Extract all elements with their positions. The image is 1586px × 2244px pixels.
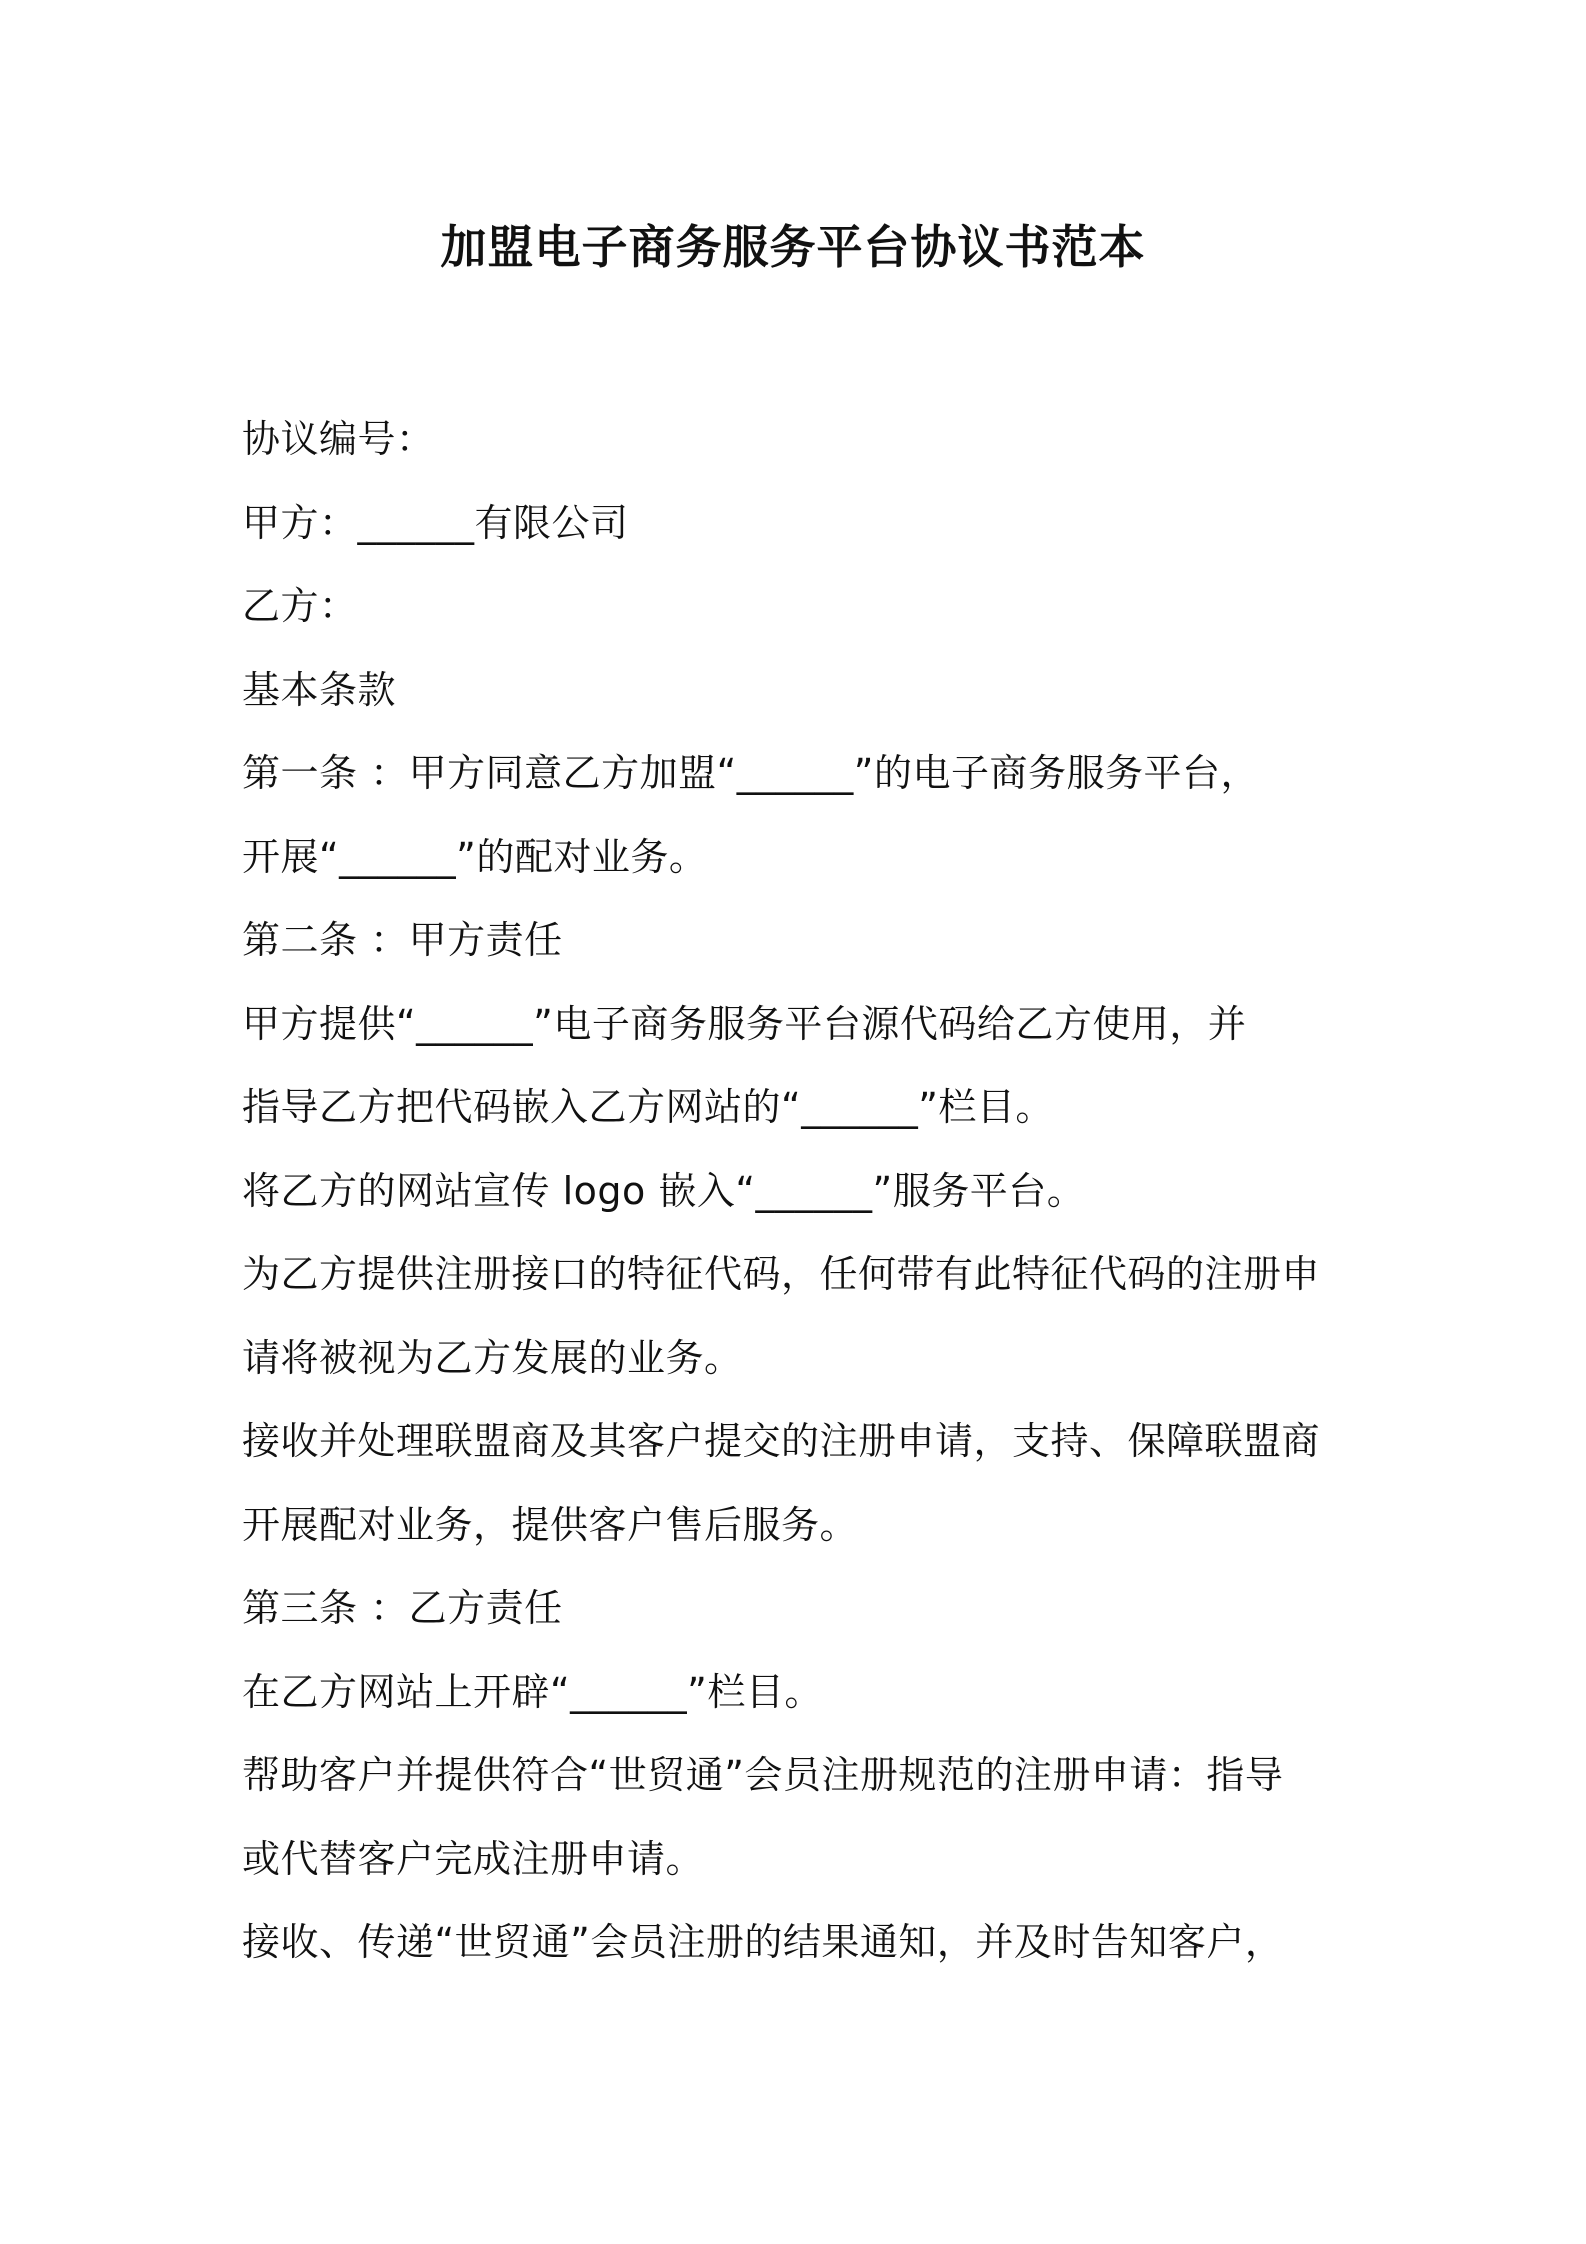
document-title: 加盟电子商务服务平台协议书范本 <box>440 220 1146 274</box>
article-3-clause-1: 在乙方网站上开辟“______”栏目。 <box>242 1669 823 1714</box>
section-heading-basic-terms: 基本条款 <box>242 667 397 712</box>
article-2-heading: 第二条 ：甲方责任 <box>242 918 563 962</box>
article-2-clause-1-line-1: 甲方提供“______”电子商务服务平台源代码给乙方使用，并 <box>242 1001 1247 1046</box>
agreement-number-label: 协议编号： <box>242 417 435 461</box>
document-body <box>242 398 1362 1985</box>
article-2-clause-1-line-2: 指导乙方把代码嵌入乙方网站的“______”栏目。 <box>242 1085 1054 1129</box>
party-a-line: 甲方：______有限公司 <box>242 500 629 545</box>
article-2-clause-3-line-2: 请将被视为乙方发展的业务。 <box>242 1335 743 1380</box>
article-2-clause-4-line-2: 开展配对业务，提供客户售后服务。 <box>242 1502 859 1547</box>
article-3-clause-2-line-1: 帮助客户并提供符合“世贸通”会员注册规范的注册申请：指导 <box>242 1753 1284 1797</box>
article-3-clause-3-line-1: 接收、传递“世贸通”会员注册的结果通知，并及时告知客户， <box>242 1920 1284 1964</box>
article-3-clause-2-line-2: 或代替客户完成注册申请。 <box>242 1836 705 1881</box>
article-3-heading: 第三条 ：乙方责任 <box>242 1586 563 1630</box>
article-2-clause-2: 将乙方的网站宣传 logo 嵌入“______”服务平台。 <box>242 1168 1086 1213</box>
party-b-line: 乙方： <box>242 584 358 628</box>
article-2-clause-3-line-1: 为乙方提供注册接口的特征代码，任何带有此特征代码的注册申 <box>242 1252 1321 1296</box>
article-2-clause-4-line-1: 接收并处理联盟商及其客户提交的注册申请，支持、保障联盟商 <box>242 1419 1321 1463</box>
article-1-line-2: 开展“______”的配对业务。 <box>242 834 708 879</box>
article-1-line-1: 第一条 ：甲方同意乙方加盟“______”的电子商务服务平台， <box>242 751 1259 795</box>
